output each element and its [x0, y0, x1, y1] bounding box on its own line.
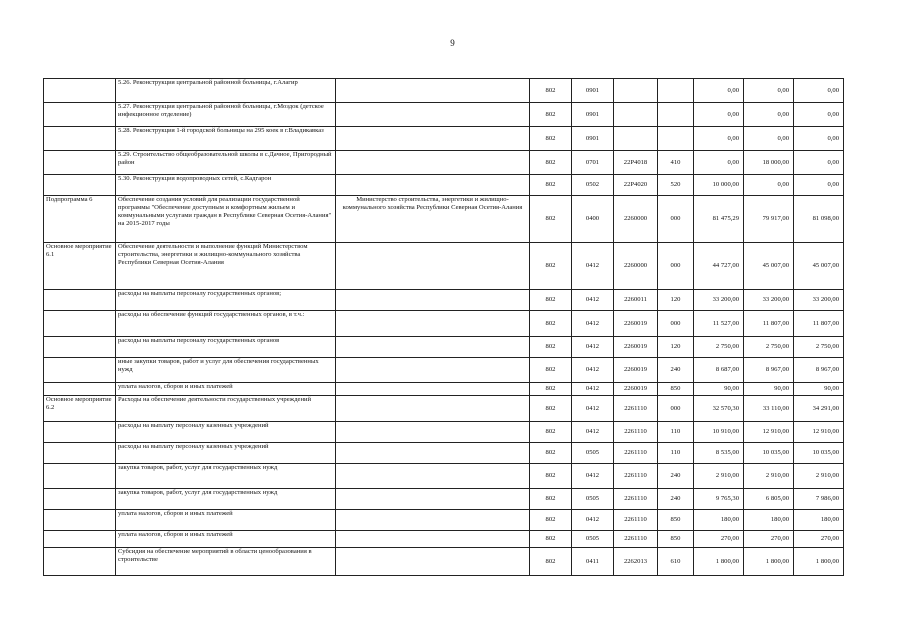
table-row [44, 337, 844, 358]
amount-2017-cell: 45 007,00 [794, 243, 844, 290]
program-cell [44, 127, 116, 151]
amount-2017-cell: 8 967,00 [794, 358, 844, 383]
amount-2016-cell: 90,00 [744, 383, 794, 396]
cs-cell: 2260019 [614, 358, 658, 383]
program-cell: Основное мероприятие 6.2 [44, 396, 116, 422]
amount-2016-cell: 0,00 [744, 127, 794, 151]
vr-cell [658, 79, 694, 103]
rz-cell: 0412 [572, 311, 614, 337]
name-cell: закупка товаров, работ, услуг для государственных нужд [116, 464, 336, 489]
program-cell [44, 151, 116, 175]
amount-2015-cell: 11 527,00 [694, 311, 744, 337]
name-cell: расходы на выплату персоналу казенных учреждений [116, 422, 336, 443]
cs-cell: 2260011 [614, 290, 658, 311]
program-cell [44, 358, 116, 383]
executor-cell [336, 290, 530, 311]
program-cell: Основное мероприятие 6.1 [44, 243, 116, 290]
amount-2017-cell: 90,00 [794, 383, 844, 396]
cs-cell: 2261110 [614, 443, 658, 464]
amount-2017-cell: 0,00 [794, 103, 844, 127]
grbs-cell: 802 [530, 510, 572, 531]
table-row [44, 290, 844, 311]
name-cell: расходы на выплаты персоналу государственных органов; [116, 290, 336, 311]
program-cell [44, 510, 116, 531]
name-cell: Обеспечение деятельности и выполнение функций Министерством строительства, энергетики и жилищно-коммунального хозяйства Республики Северная Осетия-Алания [116, 243, 336, 290]
vr-cell: 850 [658, 510, 694, 531]
cs-cell: 2260000 [614, 196, 658, 243]
amount-2015-cell: 2 910,00 [694, 464, 744, 489]
amount-2017-cell: 10 035,00 [794, 443, 844, 464]
amount-2016-cell: 79 917,00 [744, 196, 794, 243]
cs-cell: 2261110 [614, 396, 658, 422]
amount-2016-cell: 6 805,00 [744, 489, 794, 510]
grbs-cell: 802 [530, 422, 572, 443]
program-cell [44, 290, 116, 311]
table-row [44, 358, 844, 383]
executor-cell [336, 489, 530, 510]
amount-2016-cell: 8 967,00 [744, 358, 794, 383]
name-cell: расходы на выплату персоналу казенных учреждений [116, 443, 336, 464]
executor-cell [336, 443, 530, 464]
program-cell: Подпрограмма 6 [44, 196, 116, 243]
name-cell: уплата налогов, сборов и иных платежей [116, 510, 336, 531]
executor-cell [336, 337, 530, 358]
name-cell: 5.30. Реконструкция водопроводных сетей, с.Кадгарон [116, 175, 336, 196]
cs-cell: 2260019 [614, 311, 658, 337]
table-row [44, 531, 844, 548]
amount-2015-cell: 10 910,00 [694, 422, 744, 443]
amount-2015-cell: 90,00 [694, 383, 744, 396]
name-cell: расходы на обеспечение функций государственных органов, в т.ч.: [116, 311, 336, 337]
amount-2016-cell: 11 807,00 [744, 311, 794, 337]
table-row [44, 103, 844, 127]
amount-2015-cell: 0,00 [694, 127, 744, 151]
executor-cell [336, 79, 530, 103]
grbs-cell: 802 [530, 196, 572, 243]
table-row [44, 311, 844, 337]
vr-cell: 240 [658, 489, 694, 510]
amount-2017-cell: 81 098,00 [794, 196, 844, 243]
grbs-cell: 802 [530, 443, 572, 464]
rz-cell: 0412 [572, 464, 614, 489]
amount-2017-cell: 0,00 [794, 127, 844, 151]
amount-2015-cell: 0,00 [694, 151, 744, 175]
name-cell: расходы на выплаты персоналу государственных органов [116, 337, 336, 358]
executor-cell [336, 383, 530, 396]
vr-cell [658, 127, 694, 151]
executor-cell [336, 464, 530, 489]
name-cell: уплата налогов, сборов и иных платежей [116, 383, 336, 396]
table-row [44, 510, 844, 531]
program-cell [44, 443, 116, 464]
executor-cell [336, 396, 530, 422]
cs-cell: 2261110 [614, 531, 658, 548]
amount-2016-cell: 10 035,00 [744, 443, 794, 464]
rz-cell: 0412 [572, 290, 614, 311]
amount-2017-cell: 180,00 [794, 510, 844, 531]
vr-cell: 610 [658, 548, 694, 576]
rz-cell: 0505 [572, 531, 614, 548]
amount-2015-cell: 2 750,00 [694, 337, 744, 358]
rz-cell: 0412 [572, 510, 614, 531]
table-row [44, 422, 844, 443]
program-cell [44, 175, 116, 196]
amount-2015-cell: 44 727,00 [694, 243, 744, 290]
vr-cell: 000 [658, 396, 694, 422]
amount-2017-cell: 12 910,00 [794, 422, 844, 443]
executor-cell [336, 358, 530, 383]
vr-cell: 240 [658, 358, 694, 383]
executor-cell [336, 243, 530, 290]
vr-cell: 850 [658, 531, 694, 548]
amount-2015-cell: 10 000,00 [694, 175, 744, 196]
amount-2015-cell: 33 200,00 [694, 290, 744, 311]
amount-2017-cell: 2 910,00 [794, 464, 844, 489]
rz-cell: 0505 [572, 489, 614, 510]
rz-cell: 0411 [572, 548, 614, 576]
executor-cell [336, 510, 530, 531]
program-cell [44, 103, 116, 127]
cs-cell [614, 127, 658, 151]
executor-cell [336, 531, 530, 548]
executor-cell [336, 311, 530, 337]
amount-2015-cell: 8 535,00 [694, 443, 744, 464]
name-cell: иные закупки товаров, работ и услуг для обеспечения государственных нужд [116, 358, 336, 383]
rz-cell: 0502 [572, 175, 614, 196]
grbs-cell: 802 [530, 151, 572, 175]
program-cell [44, 548, 116, 576]
table-row [44, 464, 844, 489]
rz-cell: 0412 [572, 396, 614, 422]
table-row [44, 196, 844, 243]
name-cell: закупка товаров, работ, услуг для государственных нужд [116, 489, 336, 510]
grbs-cell: 802 [530, 464, 572, 489]
program-cell [44, 531, 116, 548]
rz-cell: 0701 [572, 151, 614, 175]
rz-cell: 0400 [572, 196, 614, 243]
rz-cell: 0412 [572, 422, 614, 443]
grbs-cell: 802 [530, 290, 572, 311]
executor-cell [336, 422, 530, 443]
amount-2015-cell: 9 765,30 [694, 489, 744, 510]
cs-cell [614, 103, 658, 127]
cs-cell: 2260019 [614, 337, 658, 358]
rz-cell: 0901 [572, 79, 614, 103]
program-cell [44, 79, 116, 103]
executor-cell [336, 175, 530, 196]
program-cell [44, 489, 116, 510]
vr-cell: 240 [658, 464, 694, 489]
rz-cell: 0901 [572, 127, 614, 151]
vr-cell: 850 [658, 383, 694, 396]
name-cell: уплата налогов, сборов и иных платежей [116, 531, 336, 548]
program-cell [44, 422, 116, 443]
program-cell [44, 383, 116, 396]
amount-2016-cell: 180,00 [744, 510, 794, 531]
amount-2017-cell: 34 291,00 [794, 396, 844, 422]
grbs-cell: 802 [530, 79, 572, 103]
rz-cell: 0412 [572, 358, 614, 383]
vr-cell: 120 [658, 290, 694, 311]
grbs-cell: 802 [530, 383, 572, 396]
executor-cell [336, 127, 530, 151]
table-row [44, 127, 844, 151]
cs-cell: 2261110 [614, 464, 658, 489]
cs-cell: 2262013 [614, 548, 658, 576]
rz-cell: 0505 [572, 443, 614, 464]
vr-cell: 110 [658, 443, 694, 464]
cs-cell: 2260000 [614, 243, 658, 290]
table-row [44, 548, 844, 576]
cs-cell [614, 79, 658, 103]
amount-2015-cell: 270,00 [694, 531, 744, 548]
amount-2015-cell: 1 800,00 [694, 548, 744, 576]
amount-2017-cell: 270,00 [794, 531, 844, 548]
grbs-cell: 802 [530, 311, 572, 337]
amount-2015-cell: 180,00 [694, 510, 744, 531]
table-row [44, 175, 844, 196]
amount-2016-cell: 18 000,00 [744, 151, 794, 175]
grbs-cell: 802 [530, 127, 572, 151]
cs-cell: 2261110 [614, 422, 658, 443]
amount-2017-cell: 1 800,00 [794, 548, 844, 576]
vr-cell: 000 [658, 196, 694, 243]
grbs-cell: 802 [530, 103, 572, 127]
name-cell: 5.26. Реконструкция центральной районной больницы, г.Алагир [116, 79, 336, 103]
table-row [44, 383, 844, 396]
executor-cell [336, 151, 530, 175]
amount-2016-cell: 2 910,00 [744, 464, 794, 489]
amount-2017-cell: 33 200,00 [794, 290, 844, 311]
amount-2016-cell: 0,00 [744, 175, 794, 196]
amount-2017-cell: 2 750,00 [794, 337, 844, 358]
program-cell [44, 311, 116, 337]
grbs-cell: 802 [530, 489, 572, 510]
amount-2017-cell: 7 986,00 [794, 489, 844, 510]
amount-2015-cell: 0,00 [694, 79, 744, 103]
executor-cell [336, 548, 530, 576]
vr-cell [658, 103, 694, 127]
amount-2016-cell: 33 200,00 [744, 290, 794, 311]
grbs-cell: 802 [530, 548, 572, 576]
vr-cell: 000 [658, 311, 694, 337]
grbs-cell: 802 [530, 175, 572, 196]
name-cell: 5.28. Реконструкция 1-й городской больницы на 295 коек в г.Владикавказ [116, 127, 336, 151]
vr-cell: 000 [658, 243, 694, 290]
table-row [44, 443, 844, 464]
name-cell: 5.27. Реконструкция центральной районной больницы, г.Моздок (детское инфекционное отделение) [116, 103, 336, 127]
amount-2017-cell: 0,00 [794, 175, 844, 196]
amount-2017-cell: 0,00 [794, 151, 844, 175]
table-row [44, 489, 844, 510]
page-number: 9 [450, 38, 455, 48]
amount-2017-cell: 11 807,00 [794, 311, 844, 337]
cs-cell: 2261110 [614, 510, 658, 531]
amount-2016-cell: 270,00 [744, 531, 794, 548]
amount-2016-cell: 0,00 [744, 103, 794, 127]
name-cell: Обеспечение создания условий для реализации государственной программы "Обеспечение доступным и комфортным жильем и коммунальными услугами граждан в Республике Северная Осетия-Алания" на 2015-2017 годы [116, 196, 336, 243]
name-cell: Расходы на обеспечение деятельности государственных учреждений [116, 396, 336, 422]
program-cell [44, 464, 116, 489]
grbs-cell: 802 [530, 531, 572, 548]
grbs-cell: 802 [530, 358, 572, 383]
program-cell [44, 337, 116, 358]
rz-cell: 0412 [572, 243, 614, 290]
table-row [44, 79, 844, 103]
budget-table [43, 78, 844, 576]
cs-cell: 22Р4020 [614, 175, 658, 196]
cs-cell: 2261110 [614, 489, 658, 510]
rz-cell: 0901 [572, 103, 614, 127]
amount-2016-cell: 45 007,00 [744, 243, 794, 290]
executor-cell: Министерство строительства, энергетики и жилищно-коммунального хозяйства Республики Северная Осетия-Алания [336, 196, 530, 243]
table-row [44, 396, 844, 422]
grbs-cell: 802 [530, 243, 572, 290]
table-row [44, 243, 844, 290]
grbs-cell: 802 [530, 396, 572, 422]
name-cell: 5.29. Строительство общеобразовательной школы в с.Дачное, Пригородный район [116, 151, 336, 175]
name-cell: Субсидия на обеспечение мероприятий в области ценообразования в строительстве [116, 548, 336, 576]
amount-2015-cell: 0,00 [694, 103, 744, 127]
grbs-cell: 802 [530, 337, 572, 358]
amount-2015-cell: 81 475,29 [694, 196, 744, 243]
amount-2015-cell: 32 570,30 [694, 396, 744, 422]
cs-cell: 22Р4018 [614, 151, 658, 175]
amount-2016-cell: 12 910,00 [744, 422, 794, 443]
amount-2017-cell: 0,00 [794, 79, 844, 103]
amount-2016-cell: 0,00 [744, 79, 794, 103]
amount-2016-cell: 33 110,00 [744, 396, 794, 422]
amount-2016-cell: 1 800,00 [744, 548, 794, 576]
executor-cell [336, 103, 530, 127]
amount-2015-cell: 8 687,00 [694, 358, 744, 383]
vr-cell: 410 [658, 151, 694, 175]
cs-cell: 2260019 [614, 383, 658, 396]
table-body [44, 79, 844, 576]
vr-cell: 120 [658, 337, 694, 358]
rz-cell: 0412 [572, 383, 614, 396]
vr-cell: 520 [658, 175, 694, 196]
table-row [44, 151, 844, 175]
rz-cell: 0412 [572, 337, 614, 358]
amount-2016-cell: 2 750,00 [744, 337, 794, 358]
vr-cell: 110 [658, 422, 694, 443]
